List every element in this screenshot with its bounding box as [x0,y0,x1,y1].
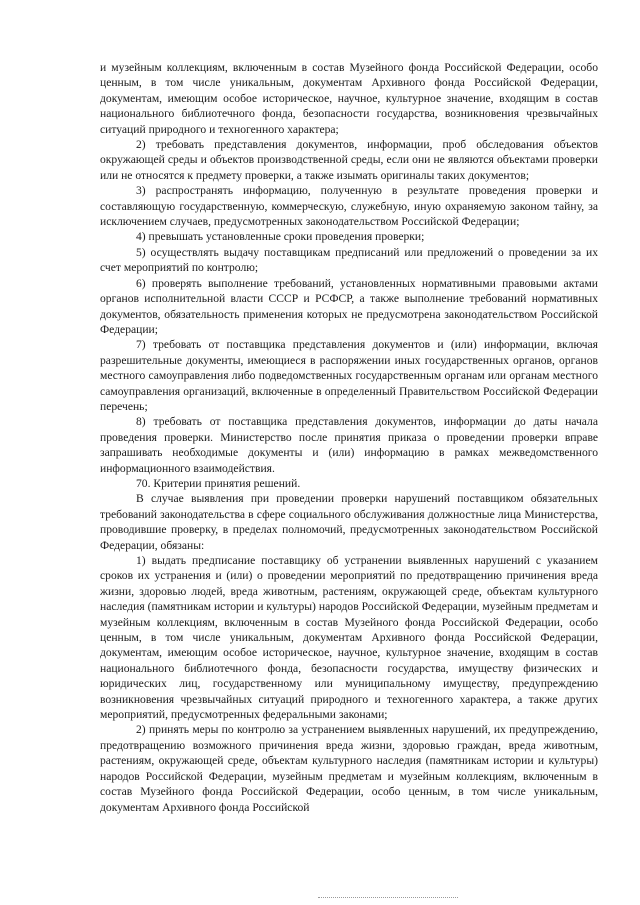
paragraph-item-2: 2) требовать представления документов, информации, проб обследования объектов окружающей среды и объектов производственной среды, если они не являются объектами проверки или не относятся к предмету проверки, а также изымать оригиналы таких документов; [100,138,598,182]
page-bottom-rule [318,897,458,899]
paragraph-obligation-1: 1) выдать предписание поставщику об устранении выявленных нарушений с указанием сроков их устранения и (или) о проведении мероприятий по предотвращению причинения вреда жизни, здоровью людей, вреда животным, растениям, окружающей среде, объектам культурного наследия (памятникам истории и культуры) народов Российской Федерации, музейным предметам и музейным коллекциям, включенным в состав Музейного фонда Российской Федерации, особо ценным, в том числе уникальным, документам Архивного фонда Российской Федерации, документам, имеющим особое историческое, научное, культурное значение, входящим в состав национального библиотечного фонда, безопасности государства, имуществу физических и юридических лиц, государственному или муниципальному имуществу, предупреждению возникновения чрезвычайных ситуаций природного и техногенного характера, а также других мероприятий, предусмотренных федеральными законами; [100,554,598,722]
paragraph-violations-intro: В случае выявления при проведении проверки нарушений поставщиком обязательных требований законодательства в сфере социального обслуживания должностные лица Министерства, проводившие проверку, в пределах полномочий, предусмотренных законодательством Российской Федерации, обязаны: [100,492,598,552]
document-body [100,60,598,815]
paragraph-item-7: 7) требовать от поставщика представления документов и (или) информации, включая разрешительные документы, имеющиеся в распоряжении иных государственных органов, органов местного самоуправления либо подведомственных государственным органам или органам местного самоуправления организаций, включенные в определенный Правительством Российской Федерации перечень; [100,338,598,413]
paragraph-item-4: 4) превышать установленные сроки проведения проверки; [136,230,425,244]
paragraph-item-6: 6) проверять выполнение требований, установленных нормативными правовыми актами органов исполнительной власти СССР и РСФСР, а также выполнение требований нормативных документов, обязательность применения которых не предусмотрена законодательством Российской Федерации; [100,276,598,336]
paragraph-item-8: 8) требовать от поставщика представления документов, информации до даты начала проведения проверки. Министерство после принятия приказа о проведении проверки вправе запрашивать необходимые документы и (или) информацию в рамках межведомственного информационного взаимодействия. [100,415,598,475]
section-heading-70: 70. Критерии принятия решений. [136,476,301,490]
paragraph-continuation: и музейным коллекциям, включенным в состав Музейного фонда Российской Федерации, особо ценным, в том числе уникальным, документам Архивного фонда Российской Федерации, документам, имеющим особое историческое, научное, культурное значение, входящим в состав национального библиотечного фонда, безопасности государства, возникновения чрезвычайных ситуаций природного и техногенного характера; [100,61,598,136]
paragraph-item-5: 5) осуществлять выдачу поставщикам предписаний или предложений о проведении за их счет мероприятий по контролю; [100,245,598,275]
paragraph-item-3: 3) распространять информацию, полученную в результате проведения проверки и составляющую государственную, коммерческую, служебную, иную охраняемую законом тайну, за исключением случаев, предусмотренных законодательством Российской Федерации; [100,184,598,229]
paragraph-obligation-2: 2) принять меры по контролю за устранением выявленных нарушений, их предупреждению, предотвращению возможного причинения вреда жизни, здоровью граждан, вреда животным, растениям, окружающей среде, объектам культурного наследия (памятникам истории и культуры) народов Российской Федерации, музейным предметам и музейным коллекциям, включенным в состав Музейного фонда Российской Федерации, особо ценным, в том числе уникальным, документам Архивного фонда Российской [100,723,598,814]
